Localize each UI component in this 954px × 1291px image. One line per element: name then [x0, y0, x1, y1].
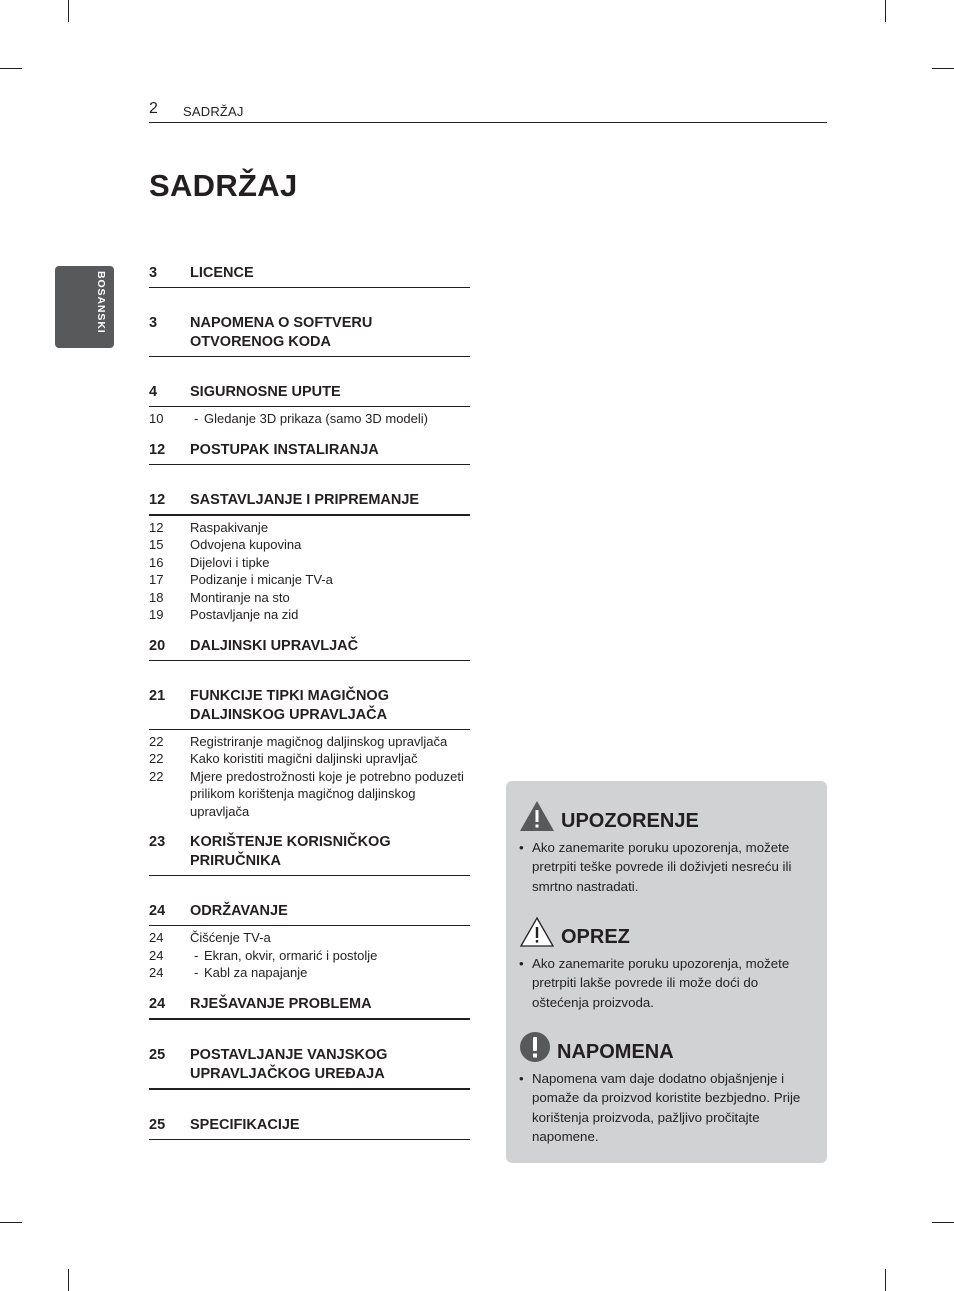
toc-subentry-page: 18 [149, 589, 164, 605]
toc-subentry-title: Mjere predostrožnosti koje je potrebno poduzeti prilikom korištenja magičnog daljinskog upravljača [190, 768, 464, 819]
toc-section-title: POSTAVLJANJE VANJSKOG UPRAVLJAČKOG UREĐAJA [190, 1046, 388, 1082]
toc-section-page: 24 [149, 903, 166, 919]
toc-subentry [149, 750, 470, 768]
crop-mark [68, 0, 69, 22]
toc-entry [149, 441, 470, 465]
page-number: 2 [149, 100, 158, 117]
toc-subentry-title: Montiranje na sto [190, 589, 290, 605]
toc-section-title: POSTUPAK INSTALIRANJA [190, 441, 379, 458]
toc-subentry-title: Raspakivanje [190, 519, 269, 535]
toc-section-title: DALJINSKI UPRAVLJAČ [190, 637, 359, 654]
warning-notice: UPOZORENJE • Ako zanemarite poruku upozorenja, možete pretrpiti teške povrede ili doživjeti nesreću ili smrtno nastradati. [519, 796, 815, 896]
note-notice: NAPOMENA • Napomena vam daje dodatno objašnjenje i pomaže da proizvod koristite bezbjedno. Prije korištenja proizvoda, pažljivo pročitajte napomene. [519, 1027, 815, 1146]
toc-section-title: NAPOMENA O SOFTVERU OTVORENOG KODA [190, 315, 373, 350]
toc-subentry [149, 519, 470, 537]
toc-subentry-page: 22 [149, 751, 164, 766]
notice-box [506, 781, 827, 1163]
caution-notice: OPREZ • Ako zanemarite poruku upozorenja, možete pretrpiti lakše povrede ili može doći do oštećenja proizvoda. [519, 912, 815, 1012]
toc-subentry [149, 947, 470, 965]
toc-entry [149, 833, 470, 876]
toc-section-page: 12 [149, 491, 166, 508]
toc-entry [149, 314, 470, 357]
toc-subentry [149, 536, 470, 554]
toc-subentry-title: Odvojena kupovina [190, 537, 302, 552]
crop-mark [0, 1222, 22, 1223]
toc-subentry-page: 24 [149, 947, 164, 963]
toc-subentry [149, 929, 470, 947]
filled-warning-triangle-icon [519, 800, 555, 832]
toc-subentry-title: Postavljanje na zid [190, 607, 299, 622]
toc-section-page: 20 [149, 637, 166, 654]
toc-entry [149, 1046, 470, 1090]
toc-entry [149, 491, 470, 624]
toc-subentry-title: Podizanje i micanje TV-a [190, 572, 333, 587]
toc-section-page: 25 [149, 1046, 166, 1063]
warning-text: Ako zanemarite poruku upozorenja, možete pretrpiti teške povrede ili doživjeti nesreću ili smrtno nastradati. [532, 840, 792, 894]
language-tab-label: BOSANSKI [95, 271, 107, 334]
toc-subentry [149, 589, 470, 607]
toc-subentry [149, 606, 470, 624]
toc-section-title: LICENCE [190, 265, 254, 281]
toc-subentry-page: 24 [149, 965, 164, 980]
toc-section-title: SPECIFIKACIJE [190, 1116, 300, 1133]
warning-title: UPOZORENJE [561, 810, 699, 832]
running-title: SADRŽAJ [183, 104, 244, 119]
toc-section-title: KORIŠTENJE KORISNIČKOG PRIRUČNIKA [190, 834, 391, 869]
toc-section-title: SIGURNOSNE UPUTE [190, 384, 341, 400]
toc-subentry-page: 19 [149, 607, 164, 622]
toc-subentry-title: - Ekran, okvir, ormarić i postolje [190, 947, 470, 965]
exclamation-circle-icon [519, 1031, 551, 1063]
toc-entry [149, 637, 470, 661]
toc-subentry-title: Kako koristiti magični daljinski upravljač [190, 751, 418, 766]
toc-subentry [149, 571, 470, 589]
toc-subentry-page: 17 [149, 572, 164, 587]
toc-section-title: ODRŽAVANJE [190, 903, 288, 919]
toc-subentry-title: Čišćenje TV-a [190, 930, 271, 945]
toc-section-page: 25 [149, 1116, 166, 1133]
toc-subentry [149, 964, 470, 982]
toc-entry [149, 383, 470, 428]
page-title: SADRŽAJ [149, 168, 298, 203]
toc-subentry-title: Dijelovi i tipke [190, 554, 270, 570]
toc-section-title: SASTAVLJANJE I PRIPREMANJE [190, 491, 420, 508]
caution-text: Ako zanemarite poruku upozorenja, možete pretrpiti lakše povrede ili može doći do oštećenja proizvoda. [532, 956, 790, 1010]
toc-subentry-title: Registriranje magičnog daljinskog upravljača [190, 733, 448, 749]
caution-title: OPREZ [561, 926, 630, 948]
toc-entry [149, 264, 470, 288]
toc-section-page: 3 [149, 265, 158, 281]
toc-subentry [149, 768, 470, 821]
toc-section-page: 12 [149, 441, 166, 458]
table-of-contents [149, 264, 470, 1140]
crop-mark [0, 68, 22, 69]
toc-subentry [149, 410, 470, 428]
toc-subentry [149, 554, 470, 572]
page-header [149, 100, 827, 123]
toc-section-page: 21 [149, 687, 166, 704]
toc-entry [149, 902, 470, 982]
toc-section-title: FUNKCIJE TIPKI MAGIČNOG DALJINSKOG UPRAVLJAČA [190, 687, 389, 723]
toc-subentry-title: - Gledanje 3D prikaza (samo 3D modeli) [190, 410, 470, 428]
toc-subentry-page: 10 [149, 411, 164, 426]
crop-mark [885, 1269, 886, 1291]
toc-section-page: 3 [149, 315, 158, 331]
toc-section-page: 4 [149, 384, 158, 400]
toc-subentry-title: - Kabl za napajanje [190, 964, 470, 982]
toc-subentry-page: 22 [149, 733, 164, 749]
crop-mark [885, 0, 886, 22]
toc-subentry-page: 24 [149, 930, 164, 945]
toc-subentry-page: 22 [149, 768, 164, 784]
toc-section-page: 23 [149, 834, 166, 850]
toc-subentry-page: 15 [149, 537, 164, 552]
toc-section-page: 24 [149, 995, 166, 1012]
toc-subentry [149, 733, 470, 751]
note-title: NAPOMENA [557, 1041, 674, 1063]
toc-subentry-page: 16 [149, 554, 164, 570]
toc-entry [149, 687, 470, 821]
language-tab [55, 266, 114, 348]
toc-subentry-page: 12 [149, 519, 164, 535]
crop-mark [68, 1269, 69, 1291]
outline-caution-triangle-icon [519, 916, 555, 948]
toc-entry [149, 1116, 470, 1140]
crop-mark [932, 1222, 954, 1223]
crop-mark [932, 68, 954, 69]
toc-entry [149, 995, 470, 1020]
note-text: Napomena vam daje dodatno objašnjenje i pomaže da proizvod koristite bezbjedno. Prije korištenja proizvoda, pažljivo pročitajte napomene. [532, 1071, 801, 1144]
toc-section-title: RJEŠAVANJE PROBLEMA [190, 995, 372, 1012]
